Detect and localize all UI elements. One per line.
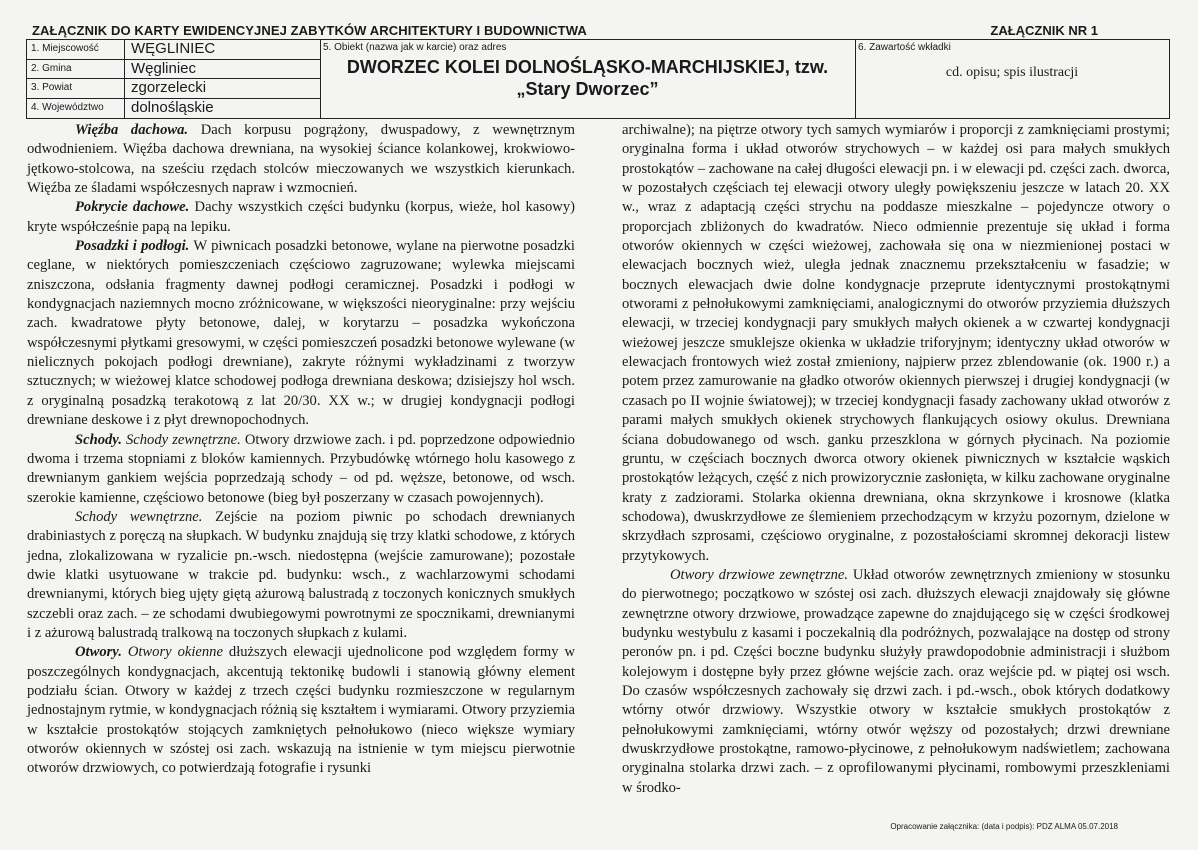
location-label: 4. Województwo <box>31 101 104 113</box>
cell-divider <box>124 99 125 119</box>
location-label: 1. Miejscowość <box>31 43 99 54</box>
paragraph-text: dłuższych elewacji ujednolicone pod względem formy w poszczególnych kondygnacjach, akcentują tektonikę budowli i stanowią główny element podziału ścian. Otwory w każdej z trzech części budynku rozmieszczone w regularnym jednostajnym rytmie, w kondygnacjach różnią się kształtem i wymiarami. Otwory przyziemia w kształcie prostokątów stojących zamkniętych pełnołukowo (nieco większe wymiary otworów okiennych w szóstej osi zach. wskazują na istnienie w tym miejscu pierwotnie otworów drzwiowych, co potwierdzają fotografie i rysunki <box>27 644 575 777</box>
paragraph-text: Dach korpusu pogrążony, dwuspadowy, z wewnętrznym odwodnieniem. Więźba dachowa drewniana, na wysokiej ściance kolankowej, krokwiowo-jętkowo-stolcowa, na sześciu rzędach stolców mieczowanych we wszystkich kierunkach. Więźba ze śladami współczesnych napraw i wzmocnień. <box>27 122 575 197</box>
section-heading: Otwory. <box>75 644 122 661</box>
paragraph <box>27 198 575 237</box>
paragraph <box>27 121 575 198</box>
location-row <box>27 79 320 99</box>
location-fields <box>27 40 321 118</box>
subsection-heading: Otwory drzwiowe zewnętrzne. <box>670 566 849 583</box>
object-name-line: „Stary Dworzec” <box>516 79 659 99</box>
location-value: zgorzelecki <box>131 79 207 96</box>
paragraph <box>622 121 1170 566</box>
header-table <box>26 39 1170 119</box>
section-heading: Posadzki i podłogi. <box>75 238 190 255</box>
location-row <box>27 60 320 80</box>
right-text-column <box>622 121 1170 798</box>
section-heading: Więźba dachowa. <box>75 122 189 138</box>
object-name <box>320 56 855 100</box>
cell-divider <box>124 40 125 59</box>
paragraph <box>27 431 575 508</box>
document-title: ZAŁĄCZNIK DO KARTY EWIDENCYJNEJ ZABYTKÓW ARCHITEKTURY I BUDOWNICTWA <box>32 23 587 38</box>
object-cell <box>320 40 856 118</box>
paragraph-text: Zejście na poziom piwnic po schodach drewnianych drabiniastych z poręczą na słupkach. W budynku znajdują się trzy klatki schodowe, z których jedna, zlokalizowana w ryzalicie pn.-wsch. niedostępna (wejście zamurowane); pozostałe dwie klatki usytuowane w trakcie pd. budynku: wsch., z wachlarzowymi schodami drewnianymi, których bieg ujęty giętą ażurową balustradą z toczonych konicznych smukłych szczebli oraz zach. – ze schodami dwubiegowymi powrotnymi ze spocznikami, drewnianymi i z ażurową balustradą tralkową na toczonych słupkach z kulami. <box>27 508 575 641</box>
annex-number: ZAŁĄCZNIK NR 1 <box>990 23 1098 38</box>
subsection-heading: Otwory okienne <box>121 644 223 661</box>
location-row <box>27 99 320 119</box>
paragraph-text: Otwory drzwiowe zach. i pd. poprzedzone odpowiednio dwoma i trzema stopniami z bloków kamiennych. Przybudówkę wtórnego holu kasowego z drewnianym gankiem wejścia poprzedzają schody – od pd. węższe, betonowe, od wsch. szerokie kamienne, częściowo betonowe (bieg był poszerzany w czasach powojennych). <box>27 431 575 506</box>
object-name-line: DWORZEC KOLEI DOLNOŚLĄSKO-MARCHIJSKIEJ, tzw. <box>346 57 829 77</box>
location-value: dolnośląskie <box>131 98 214 116</box>
subsection-heading: Schody zewnętrzne. <box>121 431 241 448</box>
location-label: 3. Powiat <box>31 82 73 93</box>
paragraph <box>27 643 575 778</box>
location-value: Węgliniec <box>131 59 197 77</box>
contents-cell <box>855 40 1169 118</box>
cell-divider <box>124 60 125 79</box>
location-row <box>27 40 320 60</box>
paragraph-text: archiwalne); na piętrze otwory tych samych wymiarów i proporcji z zamknięciami prostymi; oryginalna forma i układ otworów strychowych – w każdej osi para małych smukłych prostokątów – zachowane na całej długości elewacji pn. i w elewacji pd. części zach. dworca, w pozostałych częściach tej elewacji otwory uległy powiększeniu jeszcze w latach 20. XX w., wraz z adaptacją części strychu na poddasze mieszkalne – pojedyncze otwory o proporcjach zbliżonych do kwadratów. Nieco odmiennie prezentuje się układ i forma otworów okiennych w części wieżowej, zachowała się ona w niezmienionej postaci w elewacjach bocznych wież, uległa jednak znacznemu przekształceniu w fasadzie; w bocznych elewacjach dwie dolne kondygnacje przeprute identycznymi prostokątnymi otworami z pełnołukowymi zamknięciami, analogicznymi do otworów przyziemia dłuższych elewacji, w trzeciej kondygnacji pary smukłych małych okienek a w czwartej kondygnacji wieżowej jeszcze smuklejsze okienka w układzie triforyjnym; identyczny układ otworów w elewacjach frontowych wież został zmieniony, najpierw przez zblendowanie (ok. 1900 r.) a potem przez zamurowanie na gładko otworów okiennych pierwszej i drugiej kondygnacji (w czasach po II wojnie światowej); w trzeciej kondygnacji fasady zachowany układ otworów z parami małych smukłych okienek strychowych flankujących osiowy okulus. Drewniana ściana dobudowanego od wsch. ganku przeszklona w górnych płycinach. Na poziomie gruntu, w częściach bocznych dworca otwory okienek piwnicznych w kształcie wąskich prostokątów leżących, część z nich prowizorycznie zasłonięta, w kilku zachowane oryginalne kraty z zadziorami. Stolarka okienna drewniana, okna skrzynkowe i krosnowe (klatka schodowa), dwuskrzydłowe ze ślemieniem przechodzącym w krzyżu pozornym, dzielone w skrzydłach szprosami, częściowo oryginalne, z pozostałościami skromnej dekoracji listew przytykowych. <box>622 122 1170 564</box>
contents-label: 6. Zawartość wkładki <box>858 42 951 53</box>
cell-divider <box>124 79 125 98</box>
paragraph <box>27 508 575 643</box>
section-heading: Schody. <box>75 431 122 448</box>
left-text-column <box>27 121 575 779</box>
subsection-heading: Schody wewnętrzne. <box>75 508 203 525</box>
paragraph-text: W piwnicach posadzki betonowe, wylane na pierwotne posadzki ceglane, w niektórych pomieszczeniach częściowo zagruzowane; wylewka miejscami zniszczona, odsłania fragmenty dawnej podłogi ceramicznej. Posadzki i podłogi w kondygnacjach naziemnych mocno zróżnicowane, w większości nieoryginalne: przy wejściu zach. kwadratowe płyty betonowe, dalej, w korytarzu – posadzka wykończona współczesnymi płytkami gresowymi, w części pomieszczeń posadzki betonowe wylewane (w nielicznych pokojach podłogi drewniane), zakryte różnymi wykładzinami z tworzyw sztucznych; w wieżowej klatce schodowej podłoga drewniana deskowa; dzisiejszy hol wsch. z oryginalną posadzką terakotową z lat 20/30. XX w.; w drugiej kondygnacji podłogi drewniane deskowe i z płyt drewnopochodnych. <box>27 238 575 429</box>
section-heading: Pokrycie dachowe. <box>75 199 190 216</box>
paragraph <box>27 237 575 430</box>
paragraph-text: Układ otworów zewnętrznych zmieniony w stosunku do pierwotnego; początkowo w szóstej osi zach. dłuższych elewacji znajdowały się główne zewnętrzne otwory drzwiowe, prowadzące zapewne do znajdującego się w części środkowej budynku westybulu z kasami i poczekalnią dla podróżnych, pozwalające na dostęp od strony peronów pn. i pd. Części boczne budynku służyły prawdopodobnie administracji i służbom kolejowym i dostępne były przez główne wejście zach. oraz wejście pd. w piątej osi wsch. Do czasów współczesnych zachowały się drzwi zach. i pd.-wsch., obok których dodatkowy wtórny otwór drzwiowy. Wszystkie otwory w kształcie smukłych prostokątów z pełnołukowymi zamknięciami, wtórny otwór węższy od pozostałych; drzwi drewniane dwuskrzydłowe prostokątne, ramowo-płycinowe, z pełnołukowym nadświetlem; zachowana oryginalna stolarka drzwi zach. – z oprofilowanymi płycinami, rombowymi przeszkleniami w środko- <box>622 566 1171 796</box>
paragraph-text: Dachy wszystkich części budynku (korpus, wieże, hol kasowy) kryte współcześnie papą na lepiku. <box>27 199 575 235</box>
object-label: 5. Obiekt (nazwa jak w karcie) oraz adres <box>323 42 507 53</box>
paragraph <box>622 566 1170 798</box>
prepared-by-note: Opracowanie załącznika: (data i podpis): PDZ ALMA 05.07.2018 <box>890 822 1118 831</box>
contents-value: cd. opisu; spis ilustracji <box>945 65 1079 80</box>
location-value: WĘGLINIEC <box>131 40 216 57</box>
location-label: 2. Gmina <box>31 62 72 74</box>
